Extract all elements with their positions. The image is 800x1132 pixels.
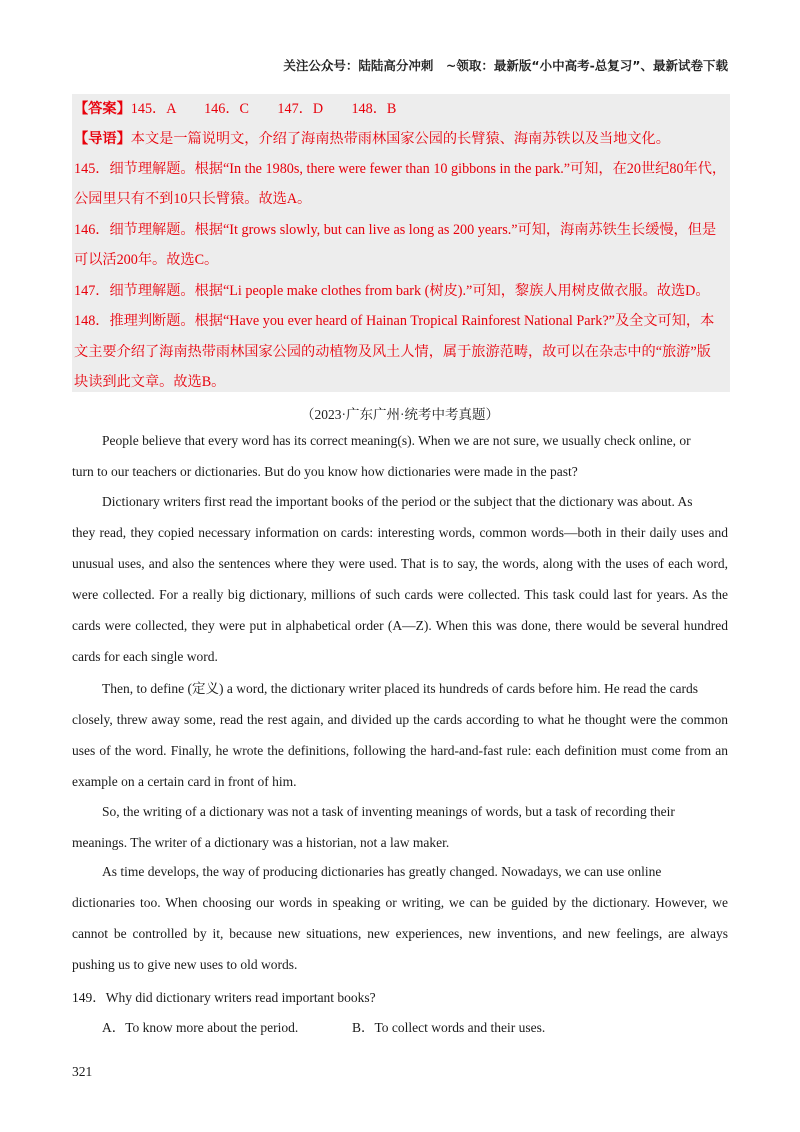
paragraph-rest: meanings. The writer of a dictionary was a historian, not a law maker. xyxy=(72,835,450,850)
passage-paragraph xyxy=(72,486,728,672)
paragraph-rest: closely, threw away some, read the rest again, and divided up the cards according to what he thought were the common uses of the word. Finally, he wrote the definitions, following the hard-and-fast rule: each definition must come from an example on a certain card in front of him. xyxy=(72,712,728,789)
paragraph-first-line: So, the writing of a dictionary was not a task of inventing meanings of words, but a task of recording their xyxy=(102,804,675,819)
passage-paragraph xyxy=(72,425,728,487)
explanation-line: 公园里只有不到10只长臂猿。故选A。 xyxy=(74,191,312,207)
page-header: 关注公众号：陆陆高分冲刺 ~领取：最新版“小中高考-总复习”、最新试卷下载 xyxy=(283,58,728,73)
guide-label: 【导语】 xyxy=(74,131,131,147)
answer-box xyxy=(72,94,730,392)
answer-values: 145．A 146．C 147．D 148．B xyxy=(130,101,397,117)
paragraph-rest: dictionaries too. When choosing our words in speaking or writing, we can be guided by the dictionary. However, we cannot be controlled by it, because new situations, new experiences, new inventions, and new feelings, are always pushing us to give new uses to old words. xyxy=(72,895,728,972)
explanation-line: 可以活200年。故选C。 xyxy=(74,252,219,268)
paragraph-first-line: Dictionary writers first read the important books of the period or the subject that the dictionary was about. As xyxy=(102,494,693,509)
explanation-line: 146．细节理解题。根据“It grows slowly, but can live as long as 200 years.”可知，海南苏铁生长缓慢，但是 xyxy=(74,222,717,238)
paragraph-first-line: As time develops, the way of producing dictionaries has greatly changed. Nowadays, we can use online xyxy=(102,864,662,879)
question-149: 149．Why did dictionary writers read important books? xyxy=(72,990,376,1005)
explanation-line: 文主要介绍了海南热带雨林国家公园的动植物及风土人情，属于旅游范畴，故可以在杂志中的“旅游”版 xyxy=(74,344,711,360)
explanation-line: 147．细节理解题。根据“Li people make clothes from bark (树皮).”可知，黎族人用树皮做衣服。故选D。 xyxy=(74,283,710,299)
passage-paragraph xyxy=(72,673,728,797)
guide-text: 本文是一篇说明文，介绍了海南热带雨林国家公园的长臂猿、海南苏铁以及当地文化。 xyxy=(130,131,670,147)
explanation-line: 块读到此文章。故选B。 xyxy=(74,374,226,390)
option-b: B．To collect words and their uses. xyxy=(352,1020,546,1035)
guide-line xyxy=(74,128,670,148)
option-a: A．To know more about the period. xyxy=(102,1020,299,1035)
passage-paragraph xyxy=(72,856,728,980)
paragraph-rest: they read, they copied necessary information on cards: interesting words, common words—both in their daily uses and unusual uses, and also the sentences where they were used. That is to say, the words, along with the uses of each word, were collected. For a really big dictionary, millions of such cards were collected. This task could last for years. As the cards were collected, they were put in alphabetical order (A—Z). When this was done, there would be several hundred cards for each single word. xyxy=(72,525,728,664)
answer-key-label: 【答案】 xyxy=(74,101,131,117)
passage-paragraph xyxy=(72,796,728,858)
answer-key-line xyxy=(74,98,396,118)
paragraph-first-line: People believe that every word has its correct meaning(s). When we are not sure, we usually check online, or xyxy=(102,433,691,448)
paragraph-rest: turn to our teachers or dictionaries. But do you know how dictionaries were made in the past? xyxy=(72,464,578,479)
source-citation: （2023·广东广州·统考中考真题） xyxy=(301,407,499,422)
page-number: 321 xyxy=(72,1064,93,1079)
explanation-line: 148．推理判断题。根据“Have you ever heard of Hainan Tropical Rainforest National Park?”及全文可知，本 xyxy=(74,313,715,329)
paragraph-first-line: Then, to define (定义) a word, the dictionary writer placed its hundreds of cards before him. He read the cards xyxy=(102,681,699,696)
explanation-line: 145．细节理解题。根据“In the 1980s, there were fewer than 10 gibbons in the park.”可知，在20世纪80年代， xyxy=(74,161,727,177)
